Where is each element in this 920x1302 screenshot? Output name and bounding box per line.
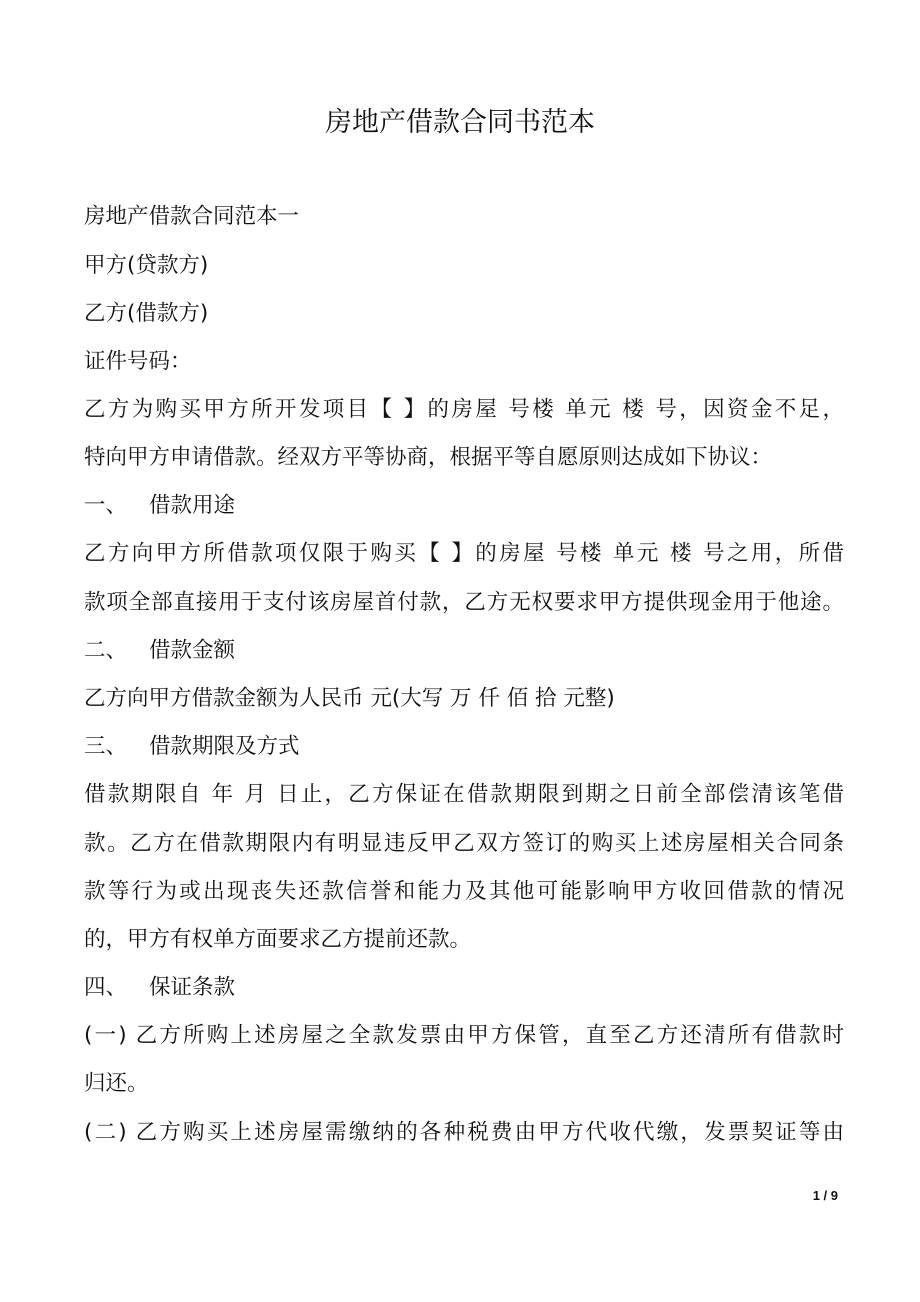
section-number: 二、 [84,638,128,663]
guarantee-clause-1 [84,1021,844,1051]
clause-text: 乙方购买上述房屋需缴纳的各种税费由甲方代收代缴，发票契证等由 [135,1120,845,1145]
section-number: 三、 [84,734,128,759]
guarantee-clause-2 [84,1118,844,1148]
party-b-line: 乙方(借款方) [84,301,209,326]
term-line-1: 借款期限自 年 月 日止，乙方保证在借款期限到期之日前全部偿清该笔借 [84,782,844,807]
section-heading-3 [84,732,844,762]
section-title: 借款用途 [149,493,236,518]
preamble-line-2: 特向甲方申请借款。经双方平等协商，根据平等自愿原则达成如下协议： [84,445,773,470]
section-heading-4 [84,973,844,1003]
preamble-line-1: 乙方为购买甲方所开发项目【 】的房屋 号楼 单元 楼 号，因资金不足， [84,397,844,422]
page-number: 1 / 9 [812,1188,838,1203]
subtitle-line: 房地产借款合同范本一 [84,204,300,229]
clause-number: (一) [84,1023,127,1048]
clause-text: 乙方所购上述房屋之全款发票由甲方保管，直至乙方还清所有借款时 [135,1023,845,1048]
term-line-4: 的，甲方有权单方面要求乙方提前还款。 [84,927,472,952]
purpose-line-2: 款项全部直接用于支付该房屋首付款，乙方无权要求甲方提供现金用于他途。 [84,590,844,615]
section-title: 借款期限及方式 [149,734,300,759]
id-number-line: 证件号码： [84,349,192,374]
section-heading-2 [84,636,844,666]
section-number: 四、 [84,975,128,1000]
party-a-line: 甲方(贷款方) [84,253,209,278]
amount-line: 乙方向甲方借款金额为人民币 元(大写 万 仟 佰 拾 元整) [84,686,615,711]
section-title: 借款金额 [149,638,236,663]
term-line-2: 款。乙方在借款期限内有明显违反甲乙双方签订的购买上述房屋相关合同条 [84,831,844,856]
purpose-line-1: 乙方向甲方所借款项仅限于购买【 】的房屋 号楼 单元 楼 号之用，所借 [84,541,844,566]
document-title: 房地产借款合同书范本 [325,107,595,138]
section-heading-1 [84,491,844,521]
term-line-3: 款等行为或出现丧失还款信誉和能力及其他可能影响甲方收回借款的情况 [84,879,844,904]
section-title: 保证条款 [149,975,236,1000]
section-number: 一、 [84,493,128,518]
guarantee-clause-1-cont: 归还。 [84,1071,149,1096]
clause-number: (二) [84,1120,127,1145]
